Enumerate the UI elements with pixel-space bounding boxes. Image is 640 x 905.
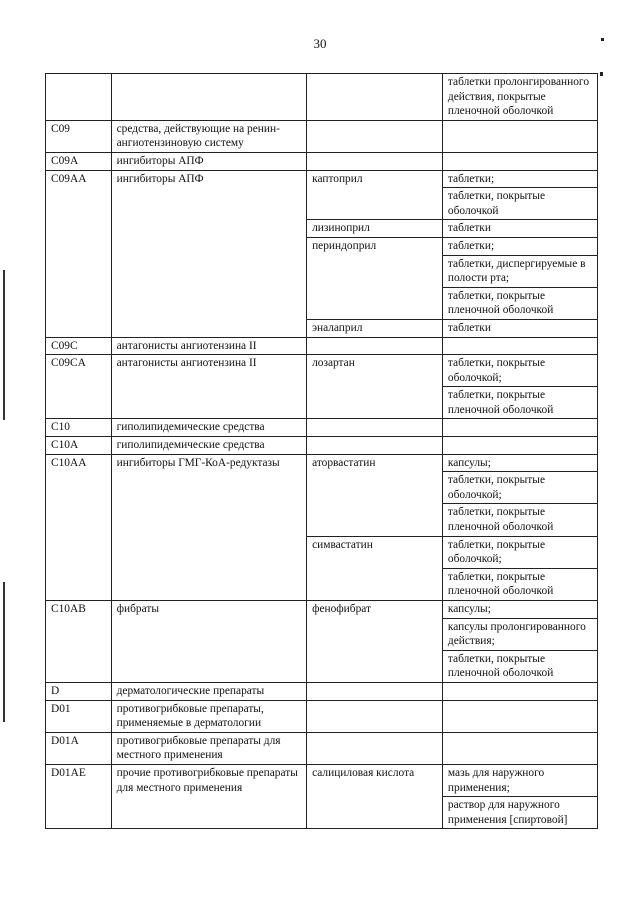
- dosage-form-item: таблетки: [447, 321, 491, 334]
- anatomical-therapeutic-group-cell: противогрибковые препараты для местного применения: [111, 732, 306, 764]
- atc-code-cell: C09A: [46, 152, 112, 170]
- drug-name-cell: аторвастатин: [307, 454, 443, 536]
- drug-name-cell: лозартан: [307, 355, 443, 419]
- dosage-form-item: мазь для наружного применения;: [447, 766, 545, 794]
- table-row: [46, 764, 598, 828]
- dosage-forms-cell: [442, 437, 597, 455]
- dosage-forms-cell: [442, 170, 597, 220]
- table-row: [46, 454, 598, 536]
- dosage-form-item: таблетки, покрытые оболочкой: [443, 187, 597, 218]
- dosage-forms-cell: [442, 454, 597, 536]
- table-row: [46, 437, 598, 455]
- atc-code-cell: D01: [46, 700, 112, 732]
- atc-code-cell: D01AE: [46, 764, 112, 828]
- dosage-form-item: таблетки, покрытые оболочкой;: [447, 538, 545, 566]
- drug-name-cell: лизиноприл: [307, 220, 443, 238]
- drug-name-cell: фенофибрат: [307, 601, 443, 683]
- drug-name-cell: [307, 419, 443, 437]
- dosage-form-item: таблетки: [447, 222, 491, 235]
- dosage-forms-cell: [442, 601, 597, 683]
- anatomical-therapeutic-group-cell: ингибиторы ГМГ-КоА-редуктазы: [111, 454, 306, 600]
- dosage-form-item: таблетки, покрытые пленочной оболочкой: [443, 503, 597, 534]
- table-row: [46, 700, 598, 732]
- dosage-form-item: капсулы;: [447, 603, 491, 615]
- dosage-forms-cell: [442, 355, 597, 419]
- dosage-forms-cell: [442, 152, 597, 170]
- scan-speck-right: [600, 72, 603, 76]
- page-number: 30: [313, 36, 327, 51]
- drug-name-cell: [307, 732, 443, 764]
- scan-speck-top: [601, 38, 604, 41]
- atc-code-cell: D: [46, 682, 112, 700]
- dosage-forms-cell: [442, 220, 597, 238]
- anatomical-therapeutic-group-cell: прочие противогрибковые препараты для местного применения: [111, 764, 306, 828]
- anatomical-therapeutic-group-cell: антагонисты ангиотензина II: [111, 337, 306, 355]
- atc-code-cell: C09: [46, 120, 112, 152]
- dosage-form-item: таблетки;: [447, 172, 495, 185]
- table-row: [46, 120, 598, 152]
- atc-code-cell: C10: [46, 419, 112, 437]
- dosage-form-item: капсулы;: [447, 456, 491, 469]
- drug-name-cell: периндоприл: [307, 237, 443, 319]
- table-row: [46, 419, 598, 437]
- atc-code-cell: C10AA: [46, 454, 112, 600]
- table-row: [46, 170, 598, 220]
- drug-name-cell: [307, 74, 443, 121]
- drug-name-cell: [307, 120, 443, 152]
- atc-code-cell: C09C: [46, 337, 112, 355]
- table-row: [46, 601, 598, 683]
- anatomical-therapeutic-group-cell: ингибиторы АПФ: [111, 170, 306, 337]
- atc-code-cell: D01A: [46, 732, 112, 764]
- anatomical-therapeutic-group-cell: средства, действующие на ренин-ангиотензиновую систему: [111, 120, 306, 152]
- drug-name-cell: [307, 700, 443, 732]
- atc-code-cell: C10AB: [46, 601, 112, 683]
- anatomical-therapeutic-group-cell: фибраты: [111, 601, 306, 683]
- table-row: [46, 74, 598, 121]
- dosage-forms-cell: [442, 337, 597, 355]
- scan-edge-mark-bottom: [3, 582, 5, 722]
- anatomical-therapeutic-group-cell: гиполипидемические средства: [111, 437, 306, 455]
- dosage-form-item: таблетки пролонгированного действия, покрытые пленочной оболочкой: [447, 76, 590, 118]
- atc-code-cell: C09CA: [46, 355, 112, 419]
- dosage-form-item: таблетки, покрытые оболочкой;: [447, 357, 545, 384]
- dosage-forms-cell: [442, 764, 597, 828]
- dosage-forms-cell: [442, 120, 597, 152]
- drug-name-cell: салициловая кислота: [307, 764, 443, 828]
- dosage-forms-cell: [442, 237, 597, 319]
- drug-name-cell: [307, 682, 443, 700]
- table-body: [46, 74, 598, 829]
- anatomical-therapeutic-group-cell: противогрибковые препараты, применяемые в дерматологии: [111, 700, 306, 732]
- anatomical-therapeutic-group-cell: гиполипидемические средства: [111, 419, 306, 437]
- dosage-form-item: таблетки, покрытые пленочной оболочкой: [443, 650, 597, 681]
- dosage-forms-cell: [442, 319, 597, 337]
- dosage-form-item: раствор для наружного применения [спиртовой]: [443, 796, 597, 827]
- anatomical-therapeutic-group-cell: [111, 74, 306, 121]
- dosage-form-item: таблетки;: [447, 239, 495, 252]
- atc-code-cell: C09AA: [46, 170, 112, 337]
- drug-name-cell: [307, 152, 443, 170]
- drug-name-cell: эналаприл: [307, 319, 443, 337]
- drug-classification-table: [45, 73, 598, 829]
- anatomical-therapeutic-group-cell: ингибиторы АПФ: [111, 152, 306, 170]
- dosage-forms-cell: [442, 700, 597, 732]
- table-row: [46, 732, 598, 764]
- dosage-forms-cell: [442, 74, 597, 121]
- anatomical-therapeutic-group-cell: дерматологические препараты: [111, 682, 306, 700]
- drug-name-cell: [307, 337, 443, 355]
- atc-code-cell: C10A: [46, 437, 112, 455]
- dosage-form-item: таблетки, покрытые оболочкой;: [443, 471, 597, 502]
- dosage-forms-cell: [442, 732, 597, 764]
- table-row: [46, 152, 598, 170]
- table-row: [46, 355, 598, 419]
- drug-name-cell: каптоприл: [307, 170, 443, 220]
- atc-code-cell: [46, 74, 112, 121]
- table-row: [46, 337, 598, 355]
- dosage-form-item: таблетки, диспергируемые в полости рта;: [443, 255, 597, 286]
- drug-name-cell: симвастатин: [307, 536, 443, 600]
- table-row: [46, 682, 598, 700]
- dosage-forms-cell: [442, 419, 597, 437]
- drug-name-cell: [307, 437, 443, 455]
- dosage-forms-cell: [442, 536, 597, 600]
- dosage-form-item: капсулы пролонгированного действия;: [443, 618, 597, 649]
- dosage-forms-cell: [442, 682, 597, 700]
- dosage-form-item: таблетки, покрытые пленочной оболочкой: [443, 568, 597, 599]
- dosage-form-item: таблетки, покрытые пленочной оболочкой: [443, 287, 597, 318]
- dosage-form-item: таблетки, покрытые пленочной оболочкой: [443, 386, 597, 417]
- scan-edge-mark-top: [3, 270, 5, 420]
- anatomical-therapeutic-group-cell: антагонисты ангиотензина II: [111, 355, 306, 419]
